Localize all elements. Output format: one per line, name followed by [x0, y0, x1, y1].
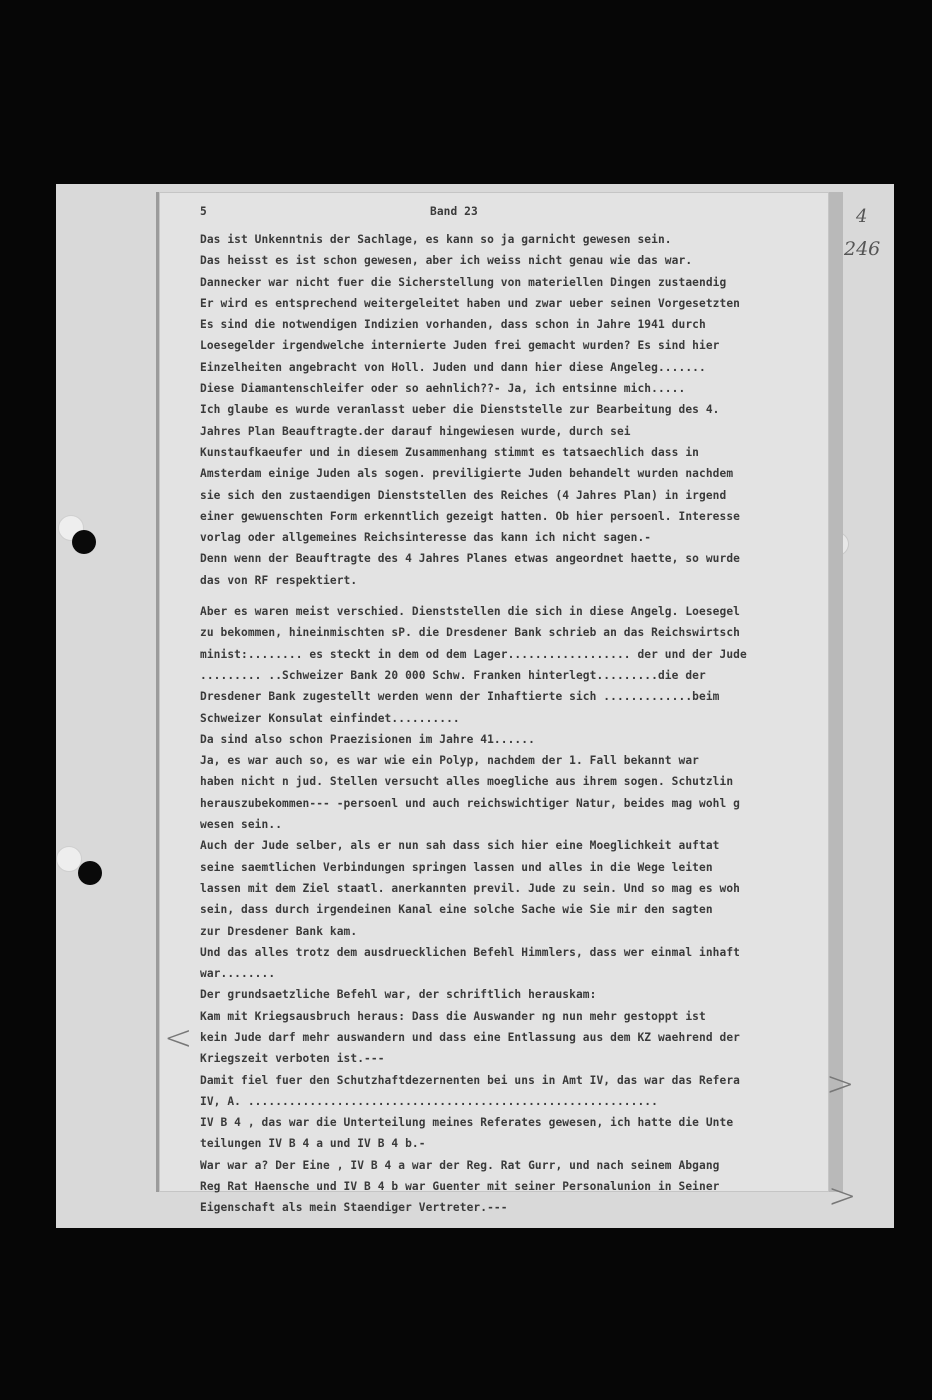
- text-line: zur Dresdener Bank kam.: [200, 924, 358, 938]
- text-line: Eigenschaft als mein Staendiger Vertreter.---: [200, 1201, 508, 1215]
- punch-hole-bottom: [78, 861, 102, 885]
- text-line: Einzelheiten angebracht von Holl. Juden und dann hier diese Angeleg.......: [200, 360, 706, 374]
- text-line: Damit fiel fuer den Schutzhaftdezernenten bei uns in Amt IV, das war das Refera: [200, 1073, 740, 1087]
- transcript-lines: [200, 229, 815, 1219]
- page-header: [200, 203, 815, 229]
- text-line: ......... ..Schweizer Bank 20 000 Schw. Franken hinterlegt.........die der: [200, 668, 706, 682]
- text-line: haben nicht n jud. Stellen versucht alles moegliche aus ihrem sogen. Schutzlin: [200, 775, 734, 789]
- text-line: Denn wenn der Beauftragte des 4 Jahres Planes etwas angeordnet haette, so wurde: [200, 552, 740, 566]
- text-line: Loesegelder irgendwelche internierte Juden frei gemacht wurden? Es sind hier: [200, 339, 720, 353]
- typed-transcript: [200, 203, 815, 1215]
- punch-hole-top: [72, 530, 96, 554]
- tape-label: Band 23: [430, 205, 478, 218]
- text-line: Auch der Jude selber, als er nun sah dass sich hier eine Moeglichkeit auftat: [200, 839, 720, 853]
- text-line: lassen mit dem Ziel staatl. anerkannten previl. Jude zu sein. Und so mag es woh: [200, 881, 740, 895]
- text-line: kein Jude darf mehr auswandern und dass eine Entlassung aus dem KZ waehrend der: [200, 1030, 740, 1044]
- text-line: Da sind also schon Praezisionen im Jahre 41......: [200, 732, 535, 746]
- text-line: IV, A. ............................................................: [200, 1094, 658, 1108]
- text-line: sein, dass durch irgendeinen Kanal eine solche Sache wie Sie mir den sagten: [200, 903, 713, 917]
- text-line: Er wird es entsprechend weitergeleitet haben und zwar ueber seinen Vorgesetzten: [200, 296, 740, 310]
- corner-note-bottom: 246: [844, 238, 881, 260]
- text-line: Kriegszeit verboten ist.---: [200, 1052, 385, 1066]
- text-line: Dannecker war nicht fuer die Sicherstellung von materiellen Dingen zustaendig: [200, 275, 727, 289]
- text-line: seine saemtlichen Verbindungen springen lassen und alles in die Wege leiten: [200, 860, 713, 874]
- margin-bracket-left: <: [164, 1018, 193, 1058]
- text-line: Schweizer Konsulat einfindet..........: [200, 711, 460, 725]
- corner-note-top: 4: [856, 206, 868, 227]
- margin-mark-bottom: >: [828, 1176, 857, 1216]
- text-line: einer gewuenschten Form erkenntlich gezeigt hatten. Ob hier persoenl. Interesse: [200, 509, 740, 523]
- text-line: minist:........ es steckt in dem od dem Lager.................. der und der Jude: [200, 647, 747, 661]
- text-line: Der grundsaetzliche Befehl war, der schriftlich herauskam:: [200, 988, 597, 1002]
- text-line: herauszubekommen--- -persoenl und auch reichswichtiger Natur, beides mag wohl g: [200, 796, 740, 810]
- text-line: Reg Rat Haensche und IV B 4 b war Guenter mit seiner Personalunion in Seiner: [200, 1180, 720, 1194]
- text-line: Ich glaube es wurde veranlasst ueber die Dienststelle zur Bearbeitung des 4.: [200, 403, 720, 417]
- page-number: 5: [200, 205, 207, 218]
- text-line: teilungen IV B 4 a und IV B 4 b.-: [200, 1137, 426, 1151]
- text-line: Es sind die notwendigen Indizien vorhanden, dass schon in Jahre 1941 durch: [200, 318, 706, 332]
- text-line: Kam mit Kriegsausbruch heraus: Dass die Auswander ng nun mehr gestoppt ist: [200, 1009, 706, 1023]
- text-line: Das heisst es ist schon gewesen, aber ich weiss nicht genau wie das war.: [200, 254, 693, 268]
- text-line: Und das alles trotz dem ausdruecklichen Befehl Himmlers, dass wer einmal inhaft: [200, 945, 740, 959]
- text-line: Ja, es war auch so, es war wie ein Polyp, nachdem der 1. Fall bekannt war: [200, 754, 699, 768]
- paragraph-gap: [200, 591, 815, 601]
- text-line: IV B 4 , das war die Unterteilung meines Referates gewesen, ich hatte die Unte: [200, 1116, 734, 1130]
- text-line: wesen sein..: [200, 818, 283, 832]
- text-line: Das ist Unkenntnis der Sachlage, es kann so ja garnicht gewesen sein.: [200, 233, 672, 246]
- text-line: Kunstaufkaeufer und in diesem Zusammenhang stimmt es tatsaechlich dass in: [200, 445, 699, 459]
- text-line: Diese Diamantenschleifer oder so aehnlich??- Ja, ich entsinne mich.....: [200, 382, 686, 396]
- margin-cross-right: >: [826, 1064, 855, 1104]
- text-line: Jahres Plan Beauftragte.der darauf hingewiesen wurde, durch sei: [200, 424, 631, 438]
- text-line: Aber es waren meist verschied. Dienststellen die sich in diese Angelg. Loesegel: [200, 605, 740, 619]
- text-line: war........: [200, 967, 276, 981]
- text-line: vorlag oder allgemeines Reichsinteresse das kann ich nicht sagen.-: [200, 531, 652, 545]
- text-line: War war a? Der Eine , IV B 4 a war der Reg. Rat Gurr, und nach seinem Abgang: [200, 1158, 720, 1172]
- text-line: das von RF respektiert.: [200, 573, 358, 587]
- text-line: Amsterdam einige Juden als sogen. previligierte Juden behandelt wurden nachdem: [200, 467, 734, 481]
- text-line: Dresdener Bank zugestellt werden wenn der Inhaftierte sich .............beim: [200, 690, 720, 704]
- text-line: zu bekommen, hineinmischten sP. die Dresdener Bank schrieb an das Reichswirtsch: [200, 626, 740, 640]
- text-line: sie sich den zustaendigen Dienststellen des Reiches (4 Jahres Plan) in irgend: [200, 488, 727, 502]
